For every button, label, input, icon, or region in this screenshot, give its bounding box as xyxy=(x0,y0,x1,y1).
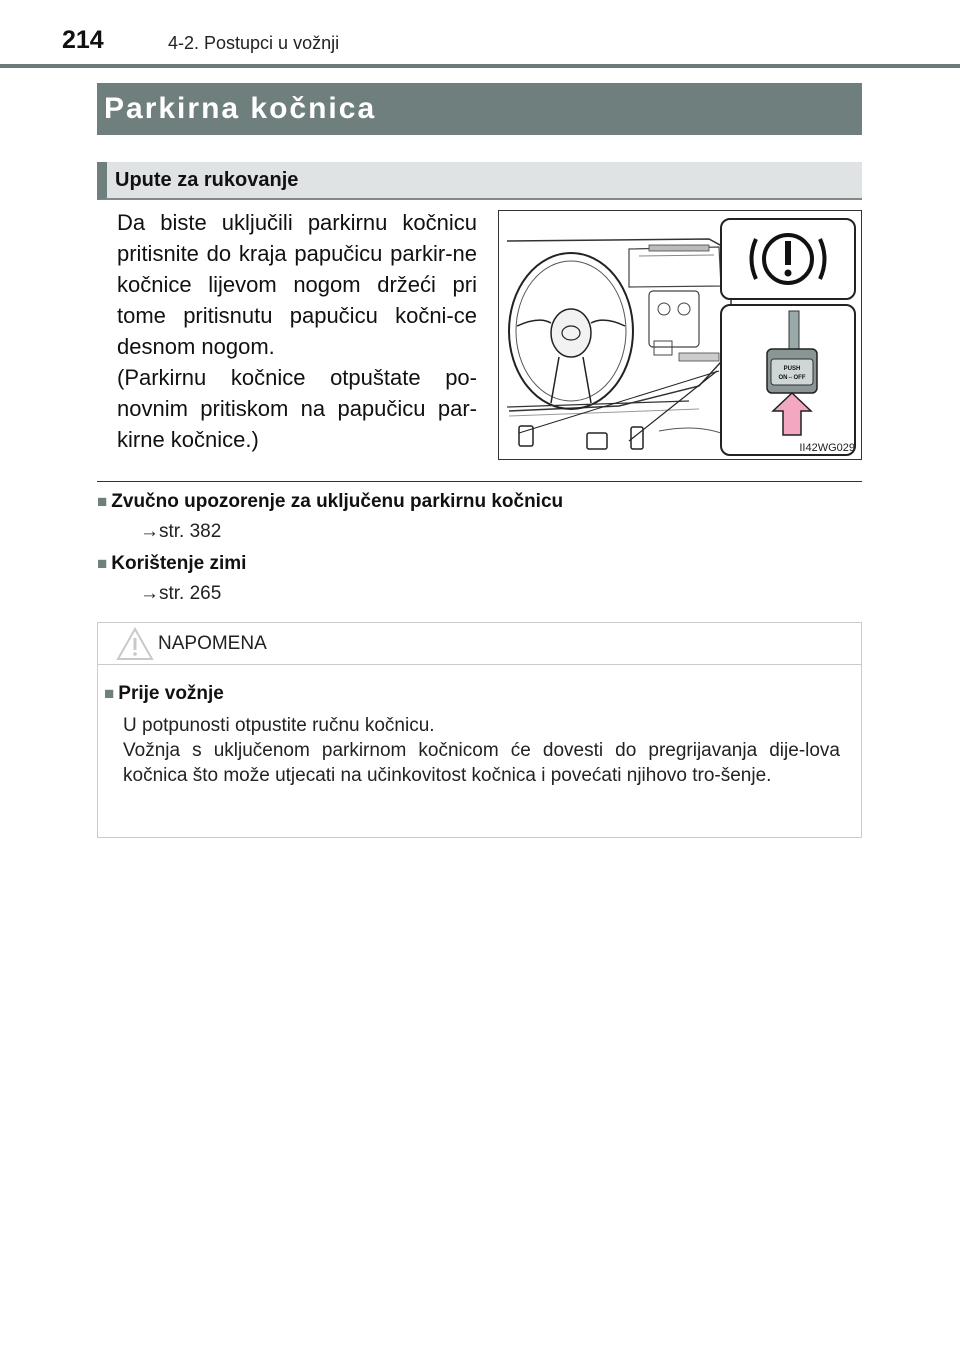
item-heading-winter-use xyxy=(97,553,246,575)
item-heading-warning-buzzer xyxy=(97,491,563,513)
intro-paragraph-2: (Parkirnu kočnice otpuštate po-novnim pritiskom na papučicu par-kirne kočnice.) xyxy=(117,365,477,452)
dashboard-illustration xyxy=(498,210,862,460)
section-divider xyxy=(97,481,862,482)
figure-code: II42WG029 xyxy=(799,442,855,454)
intro-paragraph-1: Da biste uključili parkirnu kočnicu pritisnite do kraja papučicu parkir-ne kočnice lijevom nogom držeći pri tome pritisnutu papučicu kočni-ce desnom nogom. xyxy=(117,210,477,359)
page-reference-link[interactable]: →str. 382 xyxy=(140,521,222,542)
item-heading-text: Zvučno upozorenje za uključenu parkirnu kočnicu xyxy=(111,491,564,512)
notice-label: NAPOMENA xyxy=(158,633,267,654)
notice-header xyxy=(98,623,861,665)
bullet-square-icon: ■ xyxy=(97,492,108,511)
section-heading xyxy=(97,162,862,200)
notice-line-2: Vožnja s uključenom parkirnom kočnicom će dovesti do pregrijavanja dije-lova kočnica što može utjecati na učinkovitost kočnica i povećati njihovo tro-šenje. xyxy=(123,740,840,786)
notice-box xyxy=(97,622,862,838)
bullet-square-icon: ■ xyxy=(97,554,108,573)
notice-item-heading-text: Prije vožnje xyxy=(118,683,224,704)
intro-text xyxy=(117,207,477,455)
section-heading-text: Upute za rukovanje xyxy=(115,169,299,191)
bullet-square-icon: ■ xyxy=(104,684,115,703)
dashboard-drawing xyxy=(499,211,861,459)
page-reference-link[interactable]: →str. 265 xyxy=(140,583,222,604)
steering-wheel-icon xyxy=(509,253,633,409)
warning-triangle-icon xyxy=(116,627,154,661)
header-rule xyxy=(0,64,960,68)
page-number: 214 xyxy=(62,26,104,54)
pedal-label-push: PUSH xyxy=(783,366,801,372)
pedal-label-onoff: ON⇔OFF xyxy=(778,375,806,381)
chapter-title: 4-2. Postupci u vožnji xyxy=(168,33,340,53)
item-heading-text: Korištenje zimi xyxy=(111,553,247,574)
page-title: Parkirna kočnica xyxy=(97,83,862,135)
notice-item-heading xyxy=(104,683,224,705)
notice-body xyxy=(123,713,840,788)
notice-line-1: U potpunosti otpustite ručnu kočnicu. xyxy=(123,715,435,736)
